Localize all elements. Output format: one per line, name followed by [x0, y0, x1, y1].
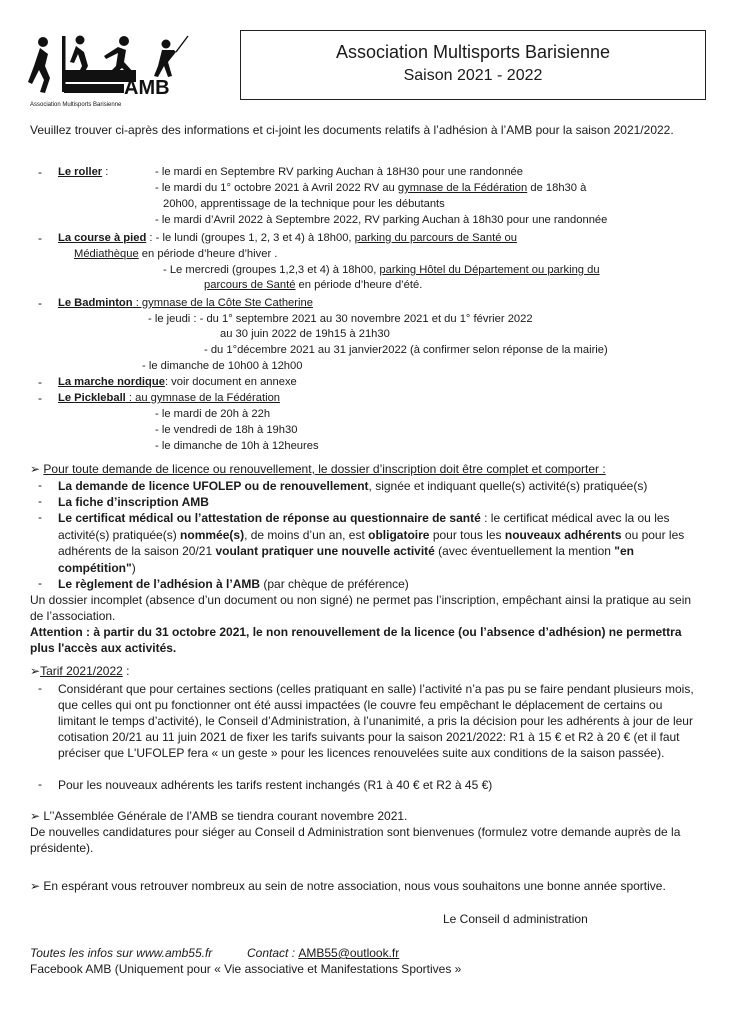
pickleball-line-4: - le dimanche de 10h à 12heures — [155, 440, 319, 452]
dossier-intro-text: Pour toute demande de licence ou renouvellement, le dossier d’inscription doit être complet et comporter : — [43, 462, 606, 476]
tarif-paragraph-2: Pour les nouveaux adhérents les tarifs restent inchangés (R1 à 40 € et R2 à 45 €) — [58, 778, 493, 792]
course-line-4 — [204, 278, 422, 293]
dossier-item-3-r6: ) — [131, 560, 136, 575]
email-link[interactable]: AMB55@outlook.fr — [298, 946, 400, 960]
tarif-sep: : — [122, 664, 130, 678]
dossier-item-3-b6: "en compétition" — [58, 544, 634, 575]
roller-line-2a: - le mardi du 1° octobre 2021 à Avril 2022 RV au — [155, 182, 398, 194]
signature: Le Conseil d administration — [443, 912, 588, 926]
bullet-dash: - — [38, 165, 42, 179]
season-label: Saison 2021 - 2022 — [403, 67, 543, 84]
roller-line-2 — [155, 181, 586, 196]
bullet-dash: - — [38, 391, 42, 405]
bullet-dash: - — [38, 231, 42, 245]
pickleball-line-2: - le mardi de 20h à 22h — [155, 408, 271, 420]
arrow-icon: ➢ — [30, 664, 41, 678]
bullet-dash: - — [38, 375, 42, 389]
dossier-item-1 — [58, 478, 688, 494]
dossier-incomplete: Un dossier incomplet (absence d’un document ou non signé) ne permet pas l’inscription, empêchant ainsi la pratique au sein de l’association. — [30, 593, 692, 623]
footer-line-1 — [30, 945, 399, 961]
tarif-label: Tarif 2021/2022 — [40, 664, 123, 678]
course-line-4b: en période d’heure d’été. — [295, 279, 423, 291]
badminton-line-4: - du 1°décembre 2021 au 31 janvier2022 (à confirmer selon réponse de la mairie) — [204, 344, 608, 356]
course-line-2 — [74, 247, 277, 262]
dossier-item-4-bold: Le règlement de l’adhésion à l’AMB — [58, 577, 261, 591]
bullet-dash: - — [38, 478, 42, 492]
roller-sep: : — [102, 166, 109, 178]
bullet-dash: - — [38, 510, 42, 524]
page-title: Association Multisports Barisienne — [335, 42, 611, 62]
arrow-icon: ➢ — [30, 809, 44, 823]
dossier-item-3-r3: pour tous les — [429, 527, 505, 542]
closing-text — [30, 878, 710, 894]
closing-text-body: En espérant vous retrouver nombreux au sein de notre association, nous vous souhaitons une bonne année sportive. — [43, 879, 666, 893]
dossier-item-3-r5: (avec éventuellement la mention — [434, 544, 615, 558]
pickleball-line-3: - le vendredi de 18h à 19h30 — [155, 424, 298, 436]
marche-text: : voir document en annexe — [164, 376, 297, 388]
badminton-label: Le Badminton — [58, 297, 133, 309]
roller-line-4: - le mardi d’Avril 2022 à Septembre 2022, RV parking Auchan à 18h30 pour une randonnée — [155, 214, 608, 226]
course-venue-2: Médiathèque — [74, 248, 139, 260]
course-venue-3: parking Hôtel du Département ou parking du — [379, 264, 600, 276]
course-line-1 — [58, 231, 517, 246]
roller-label: Le roller — [58, 166, 103, 178]
course-line-2b: en période d’heure d’hiver . — [138, 248, 278, 260]
dossier-item-3-bold: Le certificat médical ou l’attestation de réponse au questionnaire de santé — [58, 511, 481, 525]
course-venue-1: parking du parcours de Santé ou — [354, 232, 517, 244]
svg-text:Association Multisports Barisi: Association Multisports Barisienne — [30, 102, 122, 108]
ag-line-2: De nouvelles candidatures pour siéger au Conseil d Administration sont bienvenues (formulez votre demande auprès de la présidente). — [30, 825, 681, 855]
roller-line-2c: de 18h30 à — [527, 182, 587, 194]
svg-text:AMB: AMB — [124, 77, 170, 99]
website-link[interactable]: Toutes les infos sur www.amb55.fr — [30, 946, 213, 960]
intro-text: Veuillez trouver ci-après des informations et ci-joint les documents relatifs à l’adhésion à l’AMB pour la saison 2021/2022. — [30, 123, 674, 137]
pickleball-label: Le Pickleball — [58, 392, 126, 404]
roller-line-1: - le mardi en Septembre RV parking Auchan à 18H30 pour une randonnée — [155, 166, 523, 178]
badminton-venue: : gymnase de la Côte Ste Catherine — [132, 297, 313, 309]
badminton-line-1 — [58, 296, 313, 311]
dossier-item-3-b3: obligatoire — [368, 527, 430, 542]
roller-heading — [58, 165, 108, 180]
arrow-icon: ➢ — [30, 462, 44, 476]
arrow-icon: ➢ — [30, 879, 44, 893]
badminton-line-2: - le jeudi : - du 1° septembre 2021 au 30 novembre 2021 et du 1° février 2022 — [148, 313, 533, 325]
course-line-3 — [163, 263, 600, 278]
dossier-item-2-bold: La fiche d’inscription AMB — [58, 495, 209, 509]
roller-venue: gymnase de la Fédération — [397, 182, 528, 194]
dossier-intro — [30, 461, 720, 477]
dossier-item-3-b4: nouveaux adhérents — [504, 527, 622, 542]
dossier-item-1-rest: , signée et indiquant quelle(s) activité(s) pratiquée(s) — [368, 479, 648, 493]
course-line-1a: : - le lundi (groupes 1, 2, 3 et 4) à 18h00, — [146, 232, 355, 244]
footer-facebook: Facebook AMB (Uniquement pour « Vie associative et Manifestations Sportives » — [30, 962, 462, 976]
pickleball-line-1 — [58, 391, 280, 406]
title-box — [240, 30, 706, 100]
dossier-item-4 — [58, 576, 688, 592]
pickleball-venue: : au gymnase de la Fédération — [125, 392, 281, 404]
ag-line-1-text: L’’Assemblée Générale de l’AMB se tiendra courant novembre 2021. — [43, 809, 408, 823]
course-line-3a: - Le mercredi (groupes 1,2,3 et 4) à 18h00, — [163, 264, 380, 276]
dossier-item-4-rest: (par chèque de préférence) — [260, 577, 409, 591]
bullet-dash: - — [38, 681, 42, 695]
badminton-line-3: au 30 juin 2022 de 19h15 à 21h30 — [220, 328, 390, 340]
dossier-item-3-b2: nommée(s) — [180, 527, 245, 542]
bullet-dash: - — [38, 296, 42, 310]
marche-line — [58, 375, 297, 390]
roller-line-3: 20h00, apprentissage de la technique pour les débutants — [163, 198, 445, 210]
tarif-heading — [30, 663, 129, 679]
dossier-item-3-b5: voulant pratiquer une nouvelle activité — [215, 544, 435, 558]
course-label: La course à pied — [58, 232, 147, 244]
bullet-dash: - — [38, 494, 42, 508]
bullet-dash: - — [38, 777, 42, 791]
dossier-item-3-r1: : le certificat médical avec la ou les activité(s) pratiquée(s) — [58, 511, 670, 542]
attention-note: Attention : à partir du 31 octobre 2021, le non renouvellement de la licence (ou l’absence d’adhésion) ne permettra plus l'accès aux activités. — [30, 625, 682, 655]
bullet-dash: - — [38, 576, 42, 590]
badminton-line-5: - le dimanche de 10h00 à 12h00 — [142, 360, 303, 372]
dossier-item-1-bold: La demande de licence UFOLEP ou de renouvellement — [58, 479, 369, 493]
tarif-paragraph-1: Considérant que pour certaines sections (celles pratiquant en salle) l’activité n’a pas pu se faire pendant plusieurs mois, que celles qui ont pu fonctionner ont été aussi impactées (le couvre feu empêchant le déplacement de certains ou limitant le temps d’activité), le Conseil d’Administration, à l’unanimité, a pris la décision pour les adhérents à jour de leur cotisation 20/21 au 11 juin 2021 de fixer les tarifs suivants pour la saison 2021/2022: R1 à 15 € et R2 à 20 € (et il faut préciser que L'UFOLEP fera « un geste » pour les licences renouvelées suite aux conditions de la saison passée). — [58, 682, 694, 760]
ag-line-1 — [30, 808, 407, 824]
dossier-item-3 — [58, 510, 688, 576]
athletes-logo-icon — [26, 32, 191, 110]
course-venue-4: parcours de Santé — [204, 279, 296, 291]
contact-label: Contact : — [247, 946, 299, 960]
dossier-item-3-r4: ou pour les adhérents de la saison 20/21 — [58, 527, 685, 558]
dossier-item-2 — [58, 494, 688, 510]
marche-label: La marche nordique — [58, 376, 165, 388]
amb-logo — [26, 32, 191, 110]
dossier-item-3-r2: , de moins d’un an, est — [244, 527, 369, 542]
